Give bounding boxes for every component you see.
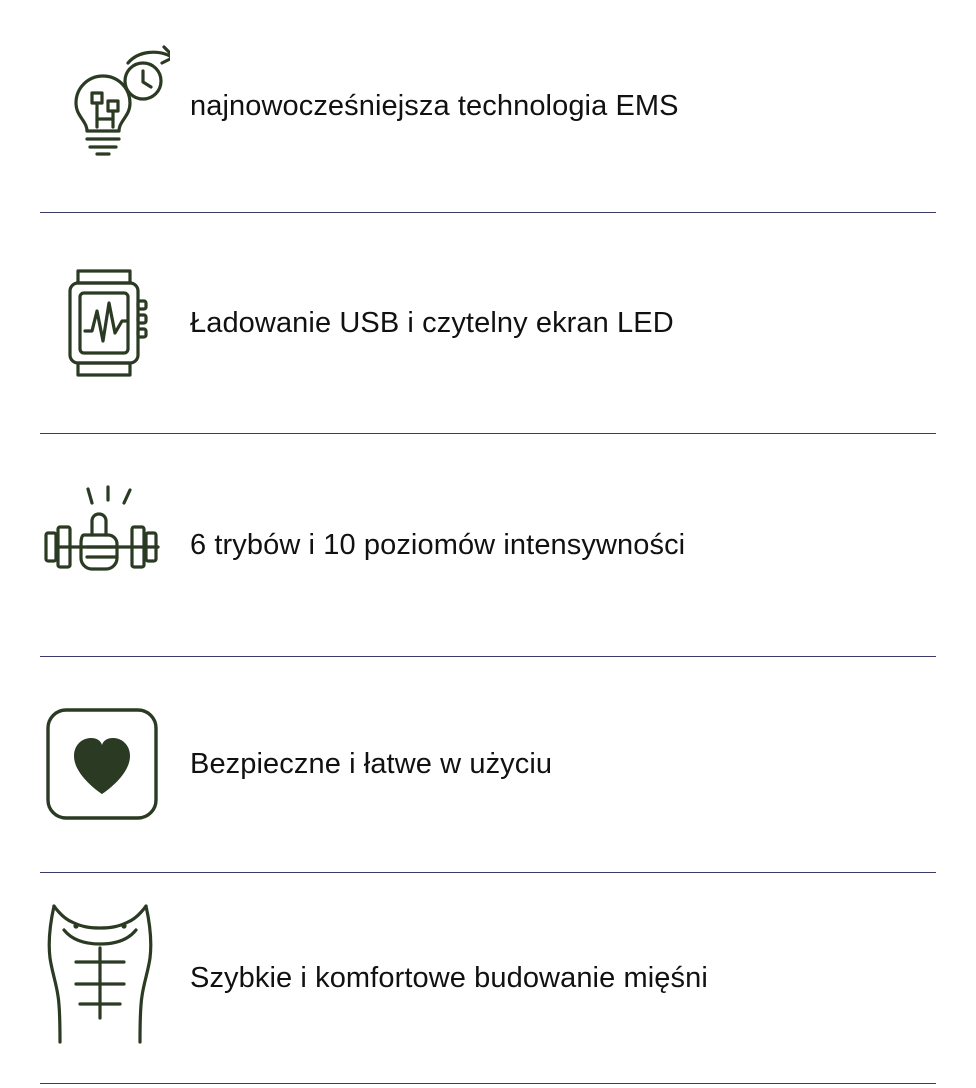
feature-icon-cell bbox=[40, 702, 190, 827]
feature-row bbox=[0, 434, 976, 656]
smartwatch-ecg-icon bbox=[40, 253, 170, 393]
feature-label: 6 trybów i 10 poziomów intensywności bbox=[190, 528, 686, 561]
feature-icon-cell bbox=[40, 41, 190, 171]
feature-label: Szybkie i komfortowe budowanie mięśni bbox=[190, 961, 708, 994]
row-divider bbox=[40, 1083, 936, 1084]
lightbulb-clock-arrow-icon bbox=[40, 41, 170, 171]
feature-icon-cell bbox=[40, 485, 190, 605]
feature-row bbox=[0, 873, 976, 1083]
feature-icon-cell bbox=[40, 896, 190, 1061]
feature-row bbox=[0, 0, 976, 212]
feature-label: Bezpieczne i łatwe w użyciu bbox=[190, 748, 553, 781]
feature-row bbox=[0, 657, 976, 872]
heart-in-square-icon bbox=[40, 702, 165, 827]
feature-icon-cell bbox=[40, 253, 190, 393]
feature-row bbox=[0, 213, 976, 433]
abs-torso-icon bbox=[40, 896, 160, 1061]
feature-label: najnowocześniejsza technologia EMS bbox=[190, 89, 679, 122]
hand-dumbbell-icon bbox=[40, 485, 175, 605]
feature-label: Ładowanie USB i czytelny ekran LED bbox=[190, 306, 674, 339]
